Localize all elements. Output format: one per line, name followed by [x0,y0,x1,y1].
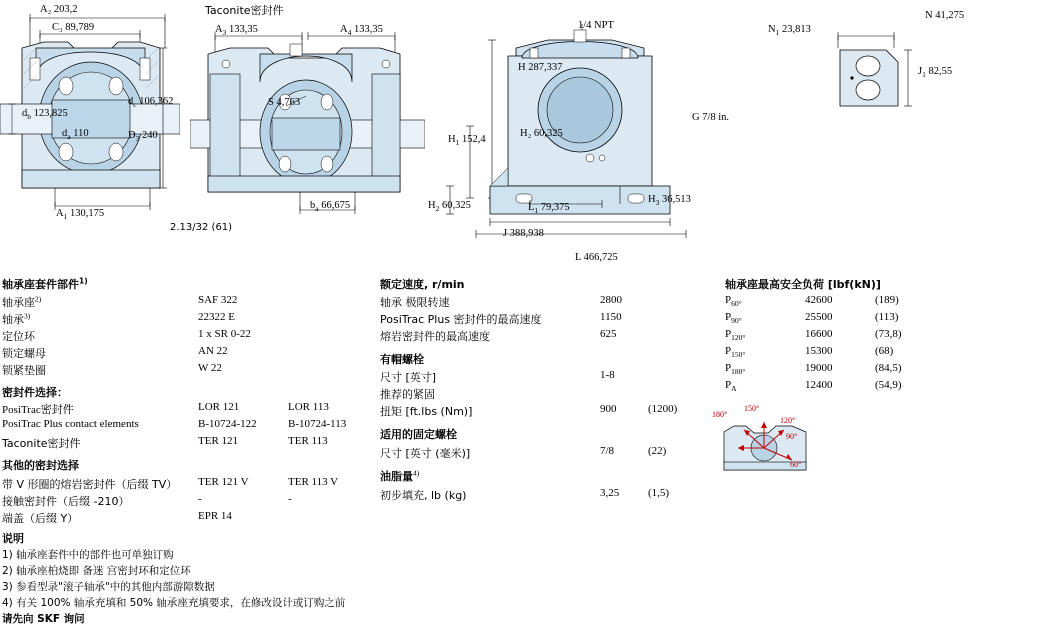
load-row-4-value2: (84,5) [875,362,902,374]
note-3-text: 有关 100% 轴承充填和 50% 轴承座充填要求，在修改设计或订购之前 [16,597,346,609]
seal-row-0-value: LOR 121 [198,401,240,413]
bolt-row-0-label: 尺寸 [英寸] [380,371,437,384]
oil-row-0-value: 3,25 [600,487,620,499]
dim-C3: C₃ 89,789 [52,22,95,33]
figure-4-base-detail [820,28,920,128]
dim-N: N 41,275 [925,10,965,21]
dim-G: G 7/8 in. [692,112,730,123]
note-3-num: 4) [2,597,13,609]
dim-A3: $A_3$ 133,35 [215,24,258,38]
load-row-2-value2: (73,8) [875,328,902,340]
left-row-2-label: 定位环 [2,330,35,343]
load-label-90: 90° [786,432,798,441]
dim-A2: A₂ 203,2 [40,4,78,15]
load-row-0-value: 42600 [805,294,833,306]
seal-row-2-value: TER 121 [198,435,239,447]
dim-D3: $D_3$ 240 [128,130,158,144]
bolt-row-2-value2: (1200) [648,403,678,415]
other-seal-header: 其他的密封选择 [2,459,79,472]
load-row-1-value: 25500 [805,311,833,323]
figure-2-taconite-view [190,20,425,235]
left-row-1-value: 22322 E [198,311,235,323]
bolt-row-2-value: 900 [600,403,617,415]
note-1-num: 2) [2,565,13,577]
dim-A4: $A_4$ 133,35 [340,24,383,38]
load-row-1-label: $P_{90^\circ}$ [725,311,742,326]
load-label-60: 60° [790,460,802,469]
fix-row-0-label: 尺寸 [英寸 (毫米)] [380,447,471,460]
load-label-180: 180° [712,410,728,419]
other-row-0-label: 带 V 形圈的熔岩密封件（后缀 TV） [2,478,178,491]
load-row-4-value: 19000 [805,362,833,374]
oil-level-label: 2.13/32 (61) [170,222,233,233]
bolt-row-1-label: 推荐的紧固 [380,388,435,401]
left-row-1-label: 轴承 [2,313,24,326]
figure-2-title: Taconite密封件 [205,4,284,17]
left-row-3-value: AN 22 [198,345,228,357]
seal-row-1-value: B-10724-122 [198,418,257,430]
load-row-2-value: 16600 [805,328,833,340]
bolt-header: 有帽螺栓 [380,353,424,366]
dim-da: $d_a$ 110 [62,128,89,142]
other-row-1-label: 接触密封件（后缀 -210） [2,495,130,508]
other-row-1-value: - [198,493,202,505]
speed-row-1-value: 1150 [600,311,622,323]
note-0-text: 轴承座套件中的部件也可单独订购 [16,549,174,561]
load-row-3-value2: (68) [875,345,894,357]
left-row-4-label: 锁紧垫圈 [2,364,46,377]
dim-ba: $b_a$ 66,675 [310,200,351,214]
load-row-0-value2: (189) [875,294,899,306]
seal-row-1-label: PosiTrac Plus contact elements [2,418,139,430]
other-row-1-value2: - [288,493,292,505]
load-label-120: 120° [780,416,796,425]
note-2-text: 参看型录"滚子轴承"中的其他内部游隙数据 [16,581,215,593]
seal-row-0-value2: LOR 113 [288,401,329,413]
dim-dc: $d_c$ 106,362 [128,96,174,110]
load-row-5-value2: (54,9) [875,379,902,391]
datasheet-page: A₂ 203,2 C₃ 89,789 $d_b$ 123,825 $d_c$ 106,362 $d_a$ 110 $D_3$ 240 $A_1$ 130,175 Taconite密封件 $A_3$ 133,35 $A_4$ 133,35 S 4,763 $b_a$ 66,675 2.13/32 (61) 1/4 NPT H 287,337 $H_1$ 152,4 H₂ 60,325 $H_2$ 60,325 $H_3$ 36,513 $L_1$ 79,375 J 388,938 L 466,725 G 7/8 in. $N_1$ 23,813 N 41,275 $J_1$ 82,55 轴承座套件部件$^{1)}$ 额定速度, r/min 轴承座最高安全负荷 [lbf(kN)] 轴承座$^{2)}$ SAF 322 轴承$^{3)}$ 22322 E 定位环 1 x SR 0-22 锁定螺母 AN 22 锁紧垫圈 W 22 密封件选择： PosiTrac密封件 LOR 121 LOR 113 PosiTrac Plus contact elements B-10724-122 B-10724-113 Taconite密封件 TER 121 TER 113 其他的密封选择 带 V 形圈的熔岩密封件（后缀 TV） TER 121 V TER 113 V 接触密封件（后缀 -210） - - 端盖（后缀 Y） EPR 14 轴承 极限转速 2800 PosiTrac Plus 密封件的最高速度 1150 熔岩密封件的最高速度 625 有帽螺栓 尺寸 [英寸] 1-8 推荐的紧固 扭矩 [ft.lbs (Nm)] 900 (1200) 适用的固定螺栓 尺寸 [英寸 (毫米)] 7/8 (22) 油脂量$^{4)}$ 初步填充, lb (kg) 3,25 (1,5) $P_{60^\circ}$ 42600 (189) $P_{90^\circ}$ 25500 (113) $P_{120^\circ}$ 16600 (73,8) $P_{150^\circ}$ 15300 (68) $P_{180^\circ}$ 19000 (84,5) $P_A$ 12400 (54,9) 180° 150° 120° 90° 60° 说明 1) 轴承座套件中的部件也可单独订购 2) 轴承座柏烧即 备迷 宫密封环和定位环 3) 参看型录"滚子轴承"中的其他内部游隙数据 4) 有关 100% 轴承充填和 50% 轴承座充填要求，在修改设计或订购之前 请先向 SKF 询问 [0,0,1050,620]
notes-footer: 请先向 SKF 询问 [2,613,85,625]
bolt-row-2-label: 扭矩 [ft.lbs (Nm)] [380,405,473,418]
load-row-1-value2: (113) [875,311,899,323]
load-row-3-label: $P_{150^\circ}$ [725,345,746,360]
seal-row-2-value2: TER 113 [288,435,328,447]
speed-row-0-label: 轴承 极限转速 [380,296,450,309]
load-row-5-label: $P_A$ [725,379,737,394]
dim-A1: $A_1$ 130,175 [56,208,105,222]
left-table-title: 轴承座套件部件$^{1)}$ [2,276,88,291]
dim-H2: $H_2$ 60,325 [428,200,471,214]
other-row-2-label: 端盖（后缀 Y） [2,512,79,525]
load-row-3-value: 15300 [805,345,833,357]
dim-npt-half: H₂ 60,325 [520,128,563,139]
other-row-2-value: EPR 14 [198,510,232,522]
left-row-2-value: 1 x SR 0-22 [198,328,251,340]
dim-db: $d_b$ 123,825 [22,108,68,122]
dim-H1: $H_1$ 152,4 [448,134,486,148]
right-table-title: 轴承座最高安全负荷 [lbf(kN)] [725,278,881,291]
seal-row-2-label: Taconite密封件 [2,437,81,450]
load-label-150: 150° [744,404,760,413]
notes-title: 说明 [2,532,24,545]
left-row-4-value: W 22 [198,362,222,374]
dim-H: H 287,337 [518,62,563,73]
load-row-2-label: $P_{120^\circ}$ [725,328,746,343]
dim-H3: $H_3$ 36,513 [648,194,691,208]
speed-row-0-value: 2800 [600,294,622,306]
seal-options-header: 密封件选择： [2,386,68,399]
oil-row-0-value2: (1,5) [648,487,670,499]
oil-header: 油脂量 [380,470,413,483]
seal-row-1-value2: B-10724-113 [288,418,347,430]
left-row-0-label: 轴承座 [2,296,35,309]
fix-row-0-value2: (22) [648,445,667,457]
note-2-num: 3) [2,581,13,593]
dim-J1: $J_1$ 82,55 [918,66,953,80]
figure-3-front-view [430,18,730,248]
dim-N1: $N_1$ 23,813 [768,24,811,38]
load-row-5-value: 12400 [805,379,833,391]
note-1-text: 轴承座柏烧即 备迷 宫密封环和定位环 [16,565,191,577]
oil-row-0-label: 初步填充, lb (kg) [380,489,467,502]
speed-row-1-label: PosiTrac Plus 密封件的最高速度 [380,313,542,326]
load-row-4-label: $P_{180^\circ}$ [725,362,746,377]
seal-row-0-label: PosiTrac密封件 [2,404,74,416]
note-0-num: 1) [2,549,13,561]
bolt-row-0-value: 1-8 [600,369,615,381]
dim-npt-quarter: 1/4 NPT [578,20,614,31]
other-row-0-value2: TER 113 V [288,476,339,488]
other-row-0-value: TER 121 V [198,476,249,488]
speed-row-2-value: 625 [600,328,617,340]
dim-L1: $L_1$ 79,375 [528,202,570,216]
dim-J: J 388,938 [503,228,544,239]
left-row-0-value: SAF 322 [198,294,238,306]
speed-row-2-label: 熔岩密封件的最高速度 [380,330,490,343]
load-row-0-label: $P_{60^\circ}$ [725,294,742,309]
left-row-3-label: 锁定螺母 [2,347,46,360]
dim-L: L 466,725 [575,252,618,263]
fix-bolt-header: 适用的固定螺栓 [380,428,457,441]
mid-table-title: 额定速度, r/min [380,278,465,291]
fix-row-0-value: 7/8 [600,445,615,457]
dim-S: S 4,763 [268,97,301,108]
